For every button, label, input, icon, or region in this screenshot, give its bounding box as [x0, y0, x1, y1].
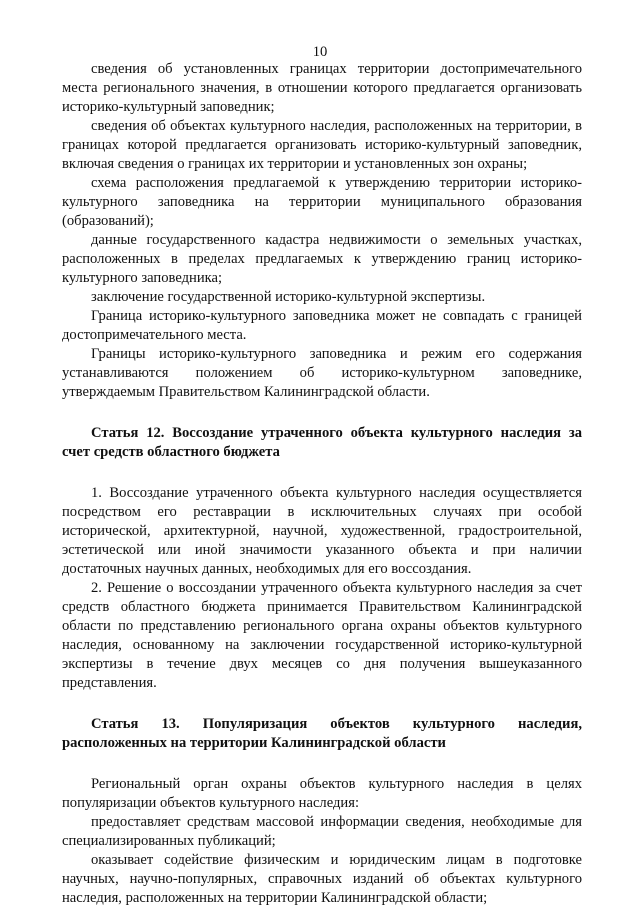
article-13-heading: Статья 13. Популяризация объектов культурного наследия, расположенных на территории Калининградской области	[62, 716, 582, 751]
paragraph: 2. Решение о воссоздании утраченного объекта культурного наследия за счет средств областного бюджета принимается Правительством Калининградской области по представлению регионального органа охраны объектов культурного наследия, основанному на заключении государственной историко-культурной экспертизы в течение двух месяцев со дня получения вышеуказанного представления.	[62, 580, 582, 691]
paragraph: сведения об объектах культурного наследия, расположенных на территории, в границах которой предлагается организовать историко-культурный заповедник, включая сведения о границах их территории и установленных зон охраны;	[62, 118, 582, 172]
paragraph: заключение государственной историко-культурной экспертизы.	[91, 289, 486, 305]
paragraph: Региональный орган охраны объектов культурного наследия в целях популяризации объектов культурного наследия:	[62, 776, 582, 811]
paragraph: Границы историко-культурного заповедника и режим его содержания устанавливаются положением об историко-культурном заповеднике, утверждаемым Правительством Калининградской области.	[62, 346, 582, 400]
document-body	[62, 60, 582, 908]
paragraph: оказывает содействие физическим и юридическим лицам в подготовке научных, научно-популярных, справочных изданий об объектах культурного наследия, расположенных на территории Калининградской области;	[62, 852, 582, 906]
paragraph: 1. Воссоздание утраченного объекта культурного наследия осуществляется посредством его реставрации в исключительных случаях при особой исторической, архитектурной, научной, художественной, градостроительной, эстетической или иной значимости указанного объекта и при наличии достаточных научных данных, необходимых для его воссоздания.	[62, 485, 582, 577]
page-number: 10	[312, 44, 328, 60]
article-12-heading: Статья 12. Воссоздание утраченного объекта культурного наследия за счет средств областного бюджета	[62, 425, 582, 460]
paragraph: Граница историко-культурного заповедника может не совпадать с границей достопримечательного места.	[62, 308, 582, 343]
paragraph: данные государственного кадастра недвижимости о земельных участках, расположенных в пределах предлагаемых к утверждению границ историко-культурного заповедника;	[62, 232, 582, 286]
paragraph: схема расположения предлагаемой к утверждению территории историко-культурного заповедника на территории муниципального образования (образований);	[62, 175, 582, 229]
paragraph: предоставляет средствам массовой информации сведения, необходимые для специализированных публикаций;	[62, 814, 582, 849]
paragraph: сведения об установленных границах территории достопримечательного места регионального значения, в отношении которого предлагается организовать историко-культурный заповедник;	[62, 61, 582, 115]
